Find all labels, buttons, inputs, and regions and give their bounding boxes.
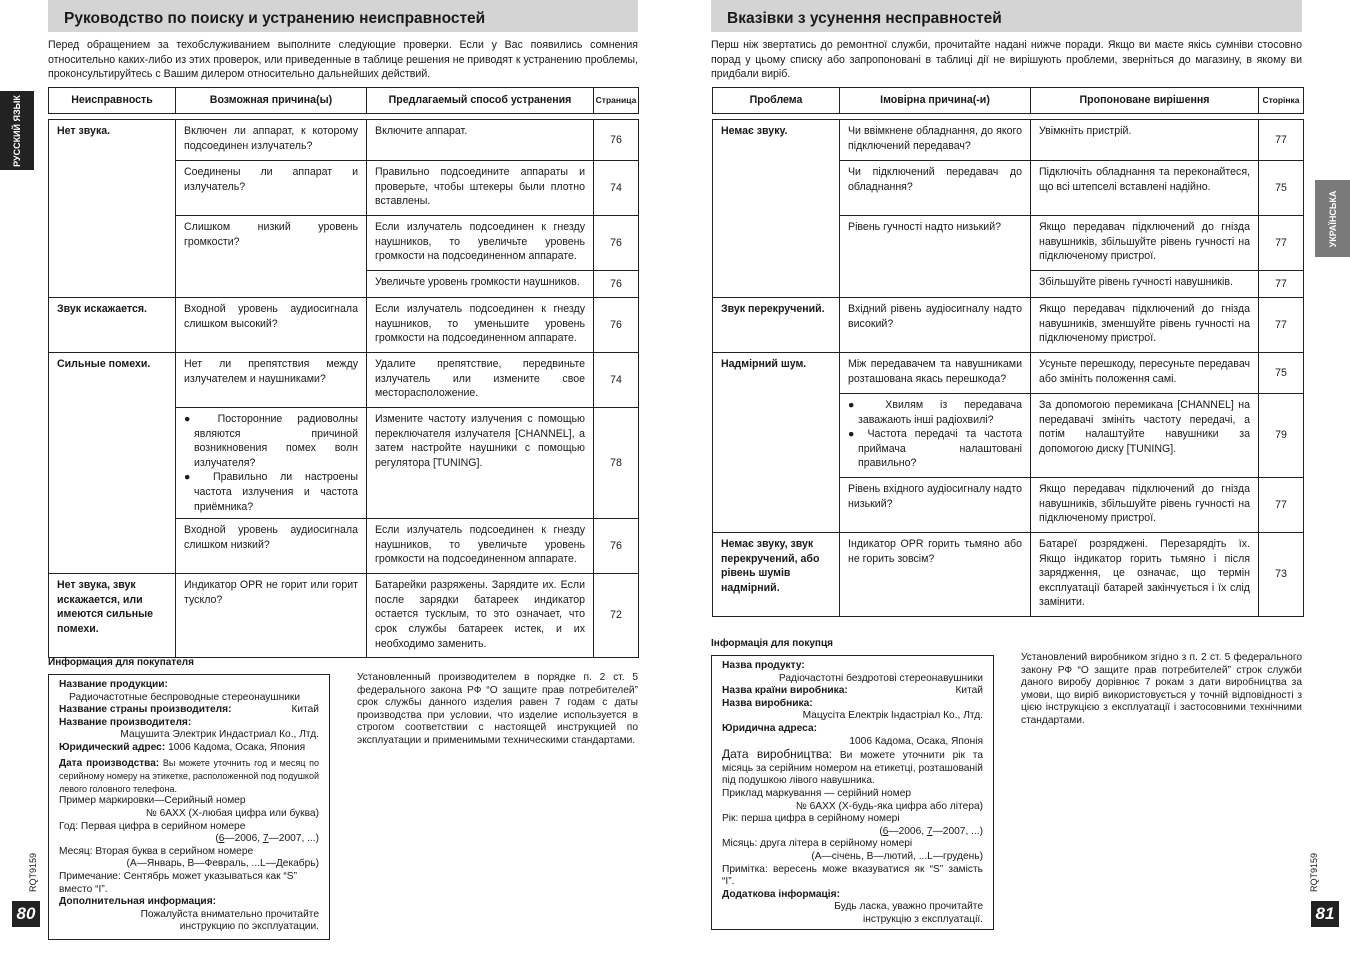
- page-ref: 76: [594, 298, 639, 353]
- table-header: [713, 88, 1304, 114]
- remedy-cell: Збільшуйте рівень гучності навушників.: [1031, 271, 1259, 298]
- remedy-cell: Если излучатель подсоединен к гнезду наушников, то увеличьте уровень громкости на подсоединенном аппарате.: [367, 216, 594, 271]
- page-ref: 75: [1259, 161, 1304, 216]
- problem-cell: Немає звуку.: [713, 120, 840, 298]
- remedy-cell: Усуньте перешкоду, пересуньте передавач або змініть положення самі.: [1031, 353, 1259, 394]
- title-bar: [48, 0, 638, 32]
- title-bar: [711, 0, 1302, 32]
- table-row: [49, 120, 639, 161]
- page-ref: 72: [594, 574, 639, 658]
- cause-cell: Индикатор OPR не горит или горит тускло?: [176, 574, 367, 658]
- page-ref: 75: [1259, 353, 1304, 394]
- remedy-cell: Батарейки разряжены. Зарядите их. Если после зарядки батареек индикатор остается тусклым, то это означает, что срок службы батареек истек, и их необходимо заменить.: [367, 574, 594, 658]
- cause-cell: [176, 408, 367, 519]
- troubleshooting-table: [712, 87, 1304, 617]
- problem-cell: Сильные помехи.: [49, 353, 176, 574]
- cause-cell: Рівень гучності надто низький?: [840, 216, 1031, 298]
- remedy-cell: Якщо передавач підключений до гнізда навушників, збільшуйте рівень гучності на підключеному пристрої.: [1031, 216, 1259, 271]
- cause-cell: Слишком низкий уровень громкости?: [176, 216, 367, 298]
- cause-cell: Чи підключений передавач до обладнання?: [840, 161, 1031, 216]
- column-header: Імовірна причина(-и): [840, 88, 1031, 114]
- remedy-cell: Измените частоту излучения с помощью переключателя излучателя [CHANNEL], а затем настройте наушники с помощью регулятора [TUNING].: [367, 408, 594, 519]
- buyer-info-box: Назва продукту: Радіочастотні бездротові стереонавушники Назва країни виробника: Китай Назва виробника: Мацусіта Електрік Індастріал Ко., Лтд. Юридична адреса: 1006 Кадома, Осака, Японія Дата виробництва: Ви можете уточнити рік та місяць за серійним номером на етикетці, розташованій під подушкою лівого навушника. Приклад маркування — серійний номер № 6AXX (X-будь-яка цифра або літера) Рік: перша цифра в серійному номері (6—2006, 7—2007, ...) Місяць: друга літера в серійному номері (A—січень, B—лютий, ...L—грудень) Примітка: вересень може вказуватися як “S” замість “I”. Додаткова інформація: Будь ласка, уважно прочитайте інструкцію з експлуатації.: [711, 655, 994, 930]
- column-header: Проблема: [713, 88, 840, 114]
- cause-cell: [840, 394, 1031, 478]
- remedy-cell: Если излучатель подсоединен к гнезду наушников, то уменьшите уровень громкости на подсоединенном аппарате.: [367, 298, 594, 353]
- column-header: Предлагаемый способ устранения: [367, 88, 594, 114]
- page-ref: 78: [594, 408, 639, 519]
- column-header: Неисправность: [49, 88, 176, 114]
- intro-text: Перед обращением за техобслуживанием выполните следующие проверки. Если у Вас появились сомнения относительно каких-либо из этих проверок, или приведенные в таблице решения не приводят к устранению проблемы, проконсультируйтесь с Вашим дилером относительно дальнейших действий.: [48, 39, 638, 81]
- troubleshooting-table: [48, 87, 639, 658]
- cause-cell: Між передавачем та навушниками розташована якась перешкода?: [840, 353, 1031, 394]
- table-row: [713, 298, 1304, 353]
- problem-cell: Нет звука.: [49, 120, 176, 298]
- column-header: Возможная причина(ы): [176, 88, 367, 114]
- remedy-cell: Увеличьте уровень громкости наушников.: [367, 271, 594, 298]
- cause-cell: Входной уровень аудиосигнала слишком низкий?: [176, 519, 367, 574]
- problem-cell: Немає звуку, звук перекручений, або рівень шумів надмірний.: [713, 533, 840, 617]
- page-ref: 74: [594, 353, 639, 408]
- table-header: [49, 88, 639, 114]
- language-tab: УКРАЇНСЬКА: [1315, 180, 1350, 257]
- page-ref: 74: [594, 161, 639, 216]
- problem-cell: Надмірний шум.: [713, 353, 840, 533]
- remedy-cell: Если излучатель подсоединен к гнезду наушников, то увеличьте уровень громкости на подсоединенном аппарате.: [367, 519, 594, 574]
- table-row: [713, 533, 1304, 617]
- page-title: Руководство по поиску и устранению неисправностей: [64, 10, 486, 27]
- model-code: RQT9159: [1309, 852, 1319, 892]
- page-ref: 77: [1259, 216, 1304, 271]
- buyer-info-box: Название продукции: Радиочастотные беспроводные стереонаушники Название страны производителя: Китай Название производителя: Мацушита Электрик Индастриал Ко., Лтд. Юридический адрес: 1006 Кадома, Осака, Япония Дата производства: Вы можете уточнить год и месяц по серийному номеру на этикетке, расположенной под подушкой левого головного телефона. Пример маркировки—Серийный номер № 6AXX (X-любая цифра или буква) Год: Первая цифра в серийном номере (6—2006, 7—2007, ...) Месяц: Вторая буква в серийном номере (A—Январь, B—Февраль, ...L—Декабрь) Примечание: Сентябрь может указываться как “S” вместо “I”. Дополнительная информация: Пожалуйста внимательно прочитайте инструкцию по эксплуатации.: [48, 674, 330, 940]
- cause-cell: Входной уровень аудиосигнала слишком высокий?: [176, 298, 367, 353]
- remedy-cell: Батареї розряджені. Перезарядіть їх. Якщо індикатор горить тьмяно і після зарядження, це означає, що термін експлуатації батарей закінчується і їх слід замінити.: [1031, 533, 1259, 617]
- remedy-cell: Якщо передавач підключений до гнізда навушників, зменшуйте рівень гучності на підключеному пристрої.: [1031, 298, 1259, 353]
- language-tab: РУССКИЙ ЯЗЫК: [0, 91, 34, 170]
- remedy-cell: Включите аппарат.: [367, 120, 594, 161]
- problem-cell: Звук искажается.: [49, 298, 176, 353]
- cause-bullet: ● Хвилям із передавача заважають інші радіохвилі?: [848, 399, 1022, 426]
- page-ref: 77: [1259, 271, 1304, 298]
- page-title: Вказівки з усунення несправностей: [727, 10, 1002, 27]
- cause-bullet: ● Частота передачі та частота приймача налаштовані правильно?: [848, 428, 1022, 470]
- cause-bullet: ● Посторонние радиоволны являются причиной возникновения помех волн излучателя?: [184, 413, 358, 469]
- cause-cell: Нет ли препятствия между излучателем и наушниками?: [176, 353, 367, 408]
- page-ref: 76: [594, 519, 639, 574]
- remedy-cell: За допомогою перемикача [CHANNEL] на передавачі змініть частоту передачі, а потім налаштуйте навушники за допомогою диску [TUNING].: [1031, 394, 1259, 478]
- remedy-cell: Удалите препятствие, передвиньте излучатель или измените свое месторасположение.: [367, 353, 594, 408]
- table-row: [49, 574, 639, 658]
- cause-cell: Вхідний рівень аудіосигналу надто високий?: [840, 298, 1031, 353]
- problem-cell: Нет звука, звук искажается, или имеются сильные помехи.: [49, 574, 176, 658]
- table-row: [713, 120, 1304, 161]
- column-header: Страница: [594, 88, 639, 114]
- cause-cell: Чи ввімкнене обладнання, до якого підключений передавач?: [840, 120, 1031, 161]
- page-number: 80: [12, 901, 40, 927]
- cause-bullet: ● Правильно ли настроены частота излучения и частота приёмника?: [184, 471, 358, 513]
- remedy-cell: Підключіть обладнання та переконайтеся, що всі штепселі вставлені надійно.: [1031, 161, 1259, 216]
- cause-cell: Включен ли аппарат, к которому подсоединен излучатель?: [176, 120, 367, 161]
- lifetime-statement: Установленный производителем в порядке п. 2 ст. 5 федерального закона РФ “О защите прав потребителей” срок службы данного изделия равен 7 годам с даты производства при условии, что изделие используется в строгом соответствии с настоящей инструкцией по эксплуатации и применимыми техническими стандартами.: [357, 672, 638, 746]
- page-ref: 76: [594, 120, 639, 161]
- remedy-cell: Правильно подсоедините аппараты и проверьте, чтобы штекеры были плотно вставлены.: [367, 161, 594, 216]
- table-row: [49, 298, 639, 353]
- column-header: Пропоноване вирішення: [1031, 88, 1259, 114]
- cause-cell: Рівень вхідного аудіосигналу надто низький?: [840, 478, 1031, 533]
- info-heading: Інформація для покупця: [711, 638, 833, 649]
- page-right: [675, 0, 1350, 954]
- page-ref: 76: [594, 271, 639, 298]
- remedy-cell: Увімкніть пристрій.: [1031, 120, 1259, 161]
- info-heading: Информация для покупателя: [48, 657, 194, 668]
- lifetime-statement: Установлений виробником згідно з п. 2 ст. 5 федерального закону РФ “О защите прав потребителей” строк служби даного виробу дорівнює 7 рокам з дати виробництва за умови, що виріб використовується у точній відповідності з цією інструкцією з експлуатації і застосовними технічними стандартами.: [1021, 652, 1302, 726]
- page-ref: 76: [594, 216, 639, 271]
- table-row: [713, 353, 1304, 394]
- page-ref: 73: [1259, 533, 1304, 617]
- cause-cell: Індикатор OPR горить тьмяно або не горить зовсім?: [840, 533, 1031, 617]
- page-ref: 77: [1259, 478, 1304, 533]
- cause-cell: Соединены ли аппарат и излучатель?: [176, 161, 367, 216]
- table-row: [49, 353, 639, 408]
- page-ref: 77: [1259, 298, 1304, 353]
- page-ref: 77: [1259, 120, 1304, 161]
- page-ref: 79: [1259, 394, 1304, 478]
- remedy-cell: Якщо передавач підключений до гнізда навушників, збільшуйте рівень гучності на підключеному пристрої.: [1031, 478, 1259, 533]
- model-code: RQT9159: [28, 852, 38, 892]
- intro-text: Перш ніж звертатись до ремонтної служби, прочитайте надані нижче поради. Якщо ви маєте якісь сумніви стосовно порад у цьому списку або запропоновані в таблиці дії не вирішують проблеми, зверніться до магазину, в якому ви придбали виріб.: [711, 39, 1302, 81]
- column-header: Сторінка: [1259, 88, 1304, 114]
- problem-cell: Звук перекручений.: [713, 298, 840, 353]
- page-number: 81: [1311, 901, 1339, 927]
